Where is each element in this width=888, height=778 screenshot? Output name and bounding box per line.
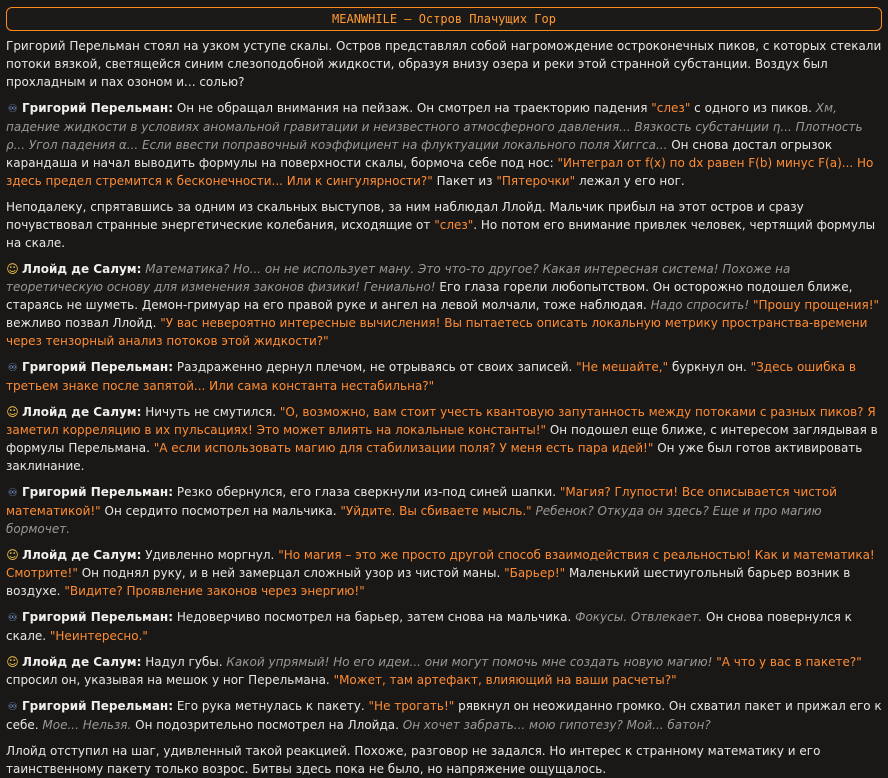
speaker-name: Григорий Перельман: [22, 485, 174, 499]
quoted-speech: "Но магия – это же просто другой способ взаимодействия с реальностью! Как и математика! Смотрите!" [6, 548, 875, 580]
infinity-icon: ♾ [7, 102, 18, 115]
narration-text: спросил он, указывая на мешок у ног Перельмана. [6, 673, 334, 687]
story-paragraph [6, 99, 882, 190]
face-icon: ☺ [6, 262, 19, 276]
narration-text: с одного из пиков. [690, 101, 816, 115]
narration-text: Надул губы. [141, 655, 227, 669]
narration-text: Он поднял руку, и в ней замерцал сложный узор из чистой маны. [77, 566, 505, 580]
story-paragraph [6, 653, 882, 689]
narration-text: вежливо позвал Ллойд. [6, 316, 161, 330]
speaker-name: Григорий Перельман: [22, 360, 174, 374]
speaker-name: Ллойд де Салум: [22, 262, 142, 276]
quoted-speech: "Не мешайте," [576, 360, 669, 374]
narration-text: Он не обращал внимания на пейзаж. Он смотрел на траекторию падения [173, 101, 652, 115]
story-paragraph [6, 198, 882, 252]
scene-header [6, 7, 882, 31]
speaker-name: Ллойд де Салум: [22, 655, 142, 669]
inner-thought: Фокусы. Отвлекает. [575, 610, 703, 624]
story-text [6, 37, 882, 778]
quoted-speech: "слез" [434, 218, 474, 232]
narration-text: Раздраженно дернул плечом, не отрываясь от своих записей. [173, 360, 577, 374]
quoted-speech: "Неинтересно." [49, 629, 148, 643]
inner-thought: Ребенок? Откуда он здесь? Еще и про магию бормочет. [6, 504, 822, 536]
story-paragraph [6, 403, 882, 475]
speaker-name: Григорий Перельман: [22, 610, 174, 624]
quoted-speech: "Барьер!" [504, 566, 566, 580]
narration-text: Он снова достал огрызок карандаша и начал выводить формулы на поверхности скалы, бормоча себе под нос: [6, 138, 833, 170]
scene-title: MEANWHILE – Остров Плачущих Гор [332, 12, 556, 26]
story-paragraph [6, 37, 882, 91]
narration-text: Он снова повернулся к скале. [6, 610, 852, 643]
narration-text: лежал у его ног. [575, 174, 685, 188]
story-paragraph [6, 697, 882, 734]
narration-text: Резко обернулся, его глаза сверкнули из-под синей шапки. [173, 485, 560, 499]
quoted-speech: "Может, там артефакт, влияющий на ваши расчеты?" [333, 673, 677, 687]
inner-thought: Мое... Нельзя. [42, 718, 132, 732]
narration-text: Недоверчиво посмотрел на барьер, затем снова на мальчика. [173, 610, 576, 624]
face-icon: ☺ [6, 548, 19, 562]
narration-text: Григорий Перельман стоял на узком уступе скалы. Остров представлял собой нагромождение остроконечных пиков, с которых стекали потоки вязкой, светящейся синим слезоподобной жидкости, образуя внизу озера и реки этой странной субстанции. Воздух был прохладным и пах озоном и... солью? [6, 39, 882, 89]
narration-text: Неподалеку, спрятавшись за одним из скальных выступов, за ним наблюдал Ллойд. Мальчик прибыл на этот остров и сразу почувствовал странные энергетические колебания, исходящие от [6, 200, 804, 232]
quoted-speech: "Интеграл от f(x) по dx равен F(b) минус F(a)... Но здесь предел стремится к бесконечности... Или к сингулярности?" [6, 156, 874, 188]
story-paragraph [6, 358, 882, 395]
narration-text: Он подозрительно посмотрел на Ллойда. [131, 718, 403, 732]
quoted-speech: "О, возможно, вам стоит учесть квантовую запутанность между потоками с разных пиков? Я заметил корреляцию в их пульсациях! Это может влиять на локальные константы!" [6, 405, 876, 437]
quoted-speech: "У вас невероятно интересные вычисления! Вы пытаетесь описать локальную метрику пространства-времени через тензорный анализ потоков этой жидкости?" [6, 316, 868, 348]
narration-text: Его рука метнулась к пакету. [173, 699, 369, 713]
narration-text: Маленький шестиугольный барьер возник в воздухе. [6, 566, 851, 598]
narration-text: Он сердито посмотрел на мальчика. [100, 504, 341, 518]
quoted-speech: "А что у вас в пакете?" [716, 655, 862, 669]
inner-thought: Надо спросить! [650, 298, 750, 312]
quoted-speech: "Здесь ошибка в третьем знаке после запятой... Или сама константа нестабильна?" [6, 360, 856, 393]
inner-thought: Хм, падение жидкости в условиях аномальной гравитации и неизвестного атмосферного давления... Вязкость субстанции η... Плотность ρ... Угол падения α... Если ввести поправочный коэффициент на флуктуации локального поля Хиггса... [6, 101, 863, 152]
narration-text: . Но потом его внимание привлек человек, чертящий формулы на скале. [6, 218, 876, 250]
quoted-speech: "слез" [651, 101, 691, 115]
speaker-name: Ллойд де Салум: [22, 548, 142, 562]
infinity-icon: ♾ [7, 700, 18, 713]
quoted-speech: "Уйдите. Вы сбиваете мысль." [340, 504, 532, 518]
face-icon: ☺ [6, 405, 19, 419]
narration-text: буркнул он. [668, 360, 751, 374]
inner-thought: Он хочет забрать... мою гипотезу? Мой... батон? [402, 718, 711, 732]
quoted-speech: "Пятерочки" [496, 174, 576, 188]
quoted-speech: "Видите? Проявление законов через энергию!" [64, 584, 365, 598]
story-paragraph [6, 742, 882, 778]
face-icon: ☺ [6, 655, 19, 669]
narration-text: Ллойд отступил на шаг, удивленный такой реакцией. Похоже, разговор не задался. Но интерес к странному математику и его таинственному пакету только возрос. Битвы здесь пока не было, но напряжение ощущалось. [6, 744, 821, 776]
speaker-name: Григорий Перельман: [22, 101, 174, 115]
narration-text: Его глаза горели любопытством. Он осторожно подошел ближе, стараясь не шуметь. Демон-гримуар на его правой руке и ангел на левой молчали, тоже наблюдая. [6, 280, 853, 312]
inner-thought: Математика? Но... он не использует ману. Это что-то другое? Какая интересная система! Похоже на теоретическую основу для изменения законов физики! Гениально! [6, 262, 791, 294]
narration-text: Удивленно моргнул. [141, 548, 279, 562]
narration-text: Ничуть не смутился. [141, 405, 280, 419]
story-paragraph [6, 546, 882, 600]
story-paragraph [6, 260, 882, 350]
story-paragraph [6, 608, 882, 645]
quoted-speech: "Магия? Глупости! Все описывается чистой математикой!" [6, 485, 837, 518]
quoted-speech: "А если использовать магию для стабилизации поля? У меня есть пара идей!" [153, 441, 654, 455]
quoted-speech: "Не трогать!" [368, 699, 455, 713]
infinity-icon: ♾ [7, 361, 18, 374]
quoted-speech: "Прошу прощения!" [752, 298, 880, 312]
story-paragraph [6, 483, 882, 538]
infinity-icon: ♾ [7, 486, 18, 499]
narration-text: Он уже был готов активировать заклинание. [6, 441, 863, 473]
speaker-name: Григорий Перельман: [22, 699, 174, 713]
narration-text: Он подошел еще ближе, с интересом заглядывая в формулы Перельмана. [6, 423, 878, 455]
infinity-icon: ♾ [7, 611, 18, 624]
speaker-name: Ллойд де Салум: [22, 405, 142, 419]
narration-text: рявкнул он неожиданно громко. Он схватил пакет и прижал его к себе. [6, 699, 882, 732]
narration-text: Пакет из [432, 174, 497, 188]
inner-thought: Какой упрямый! Но его идеи... они могут помочь мне создать новую магию! [226, 655, 713, 669]
